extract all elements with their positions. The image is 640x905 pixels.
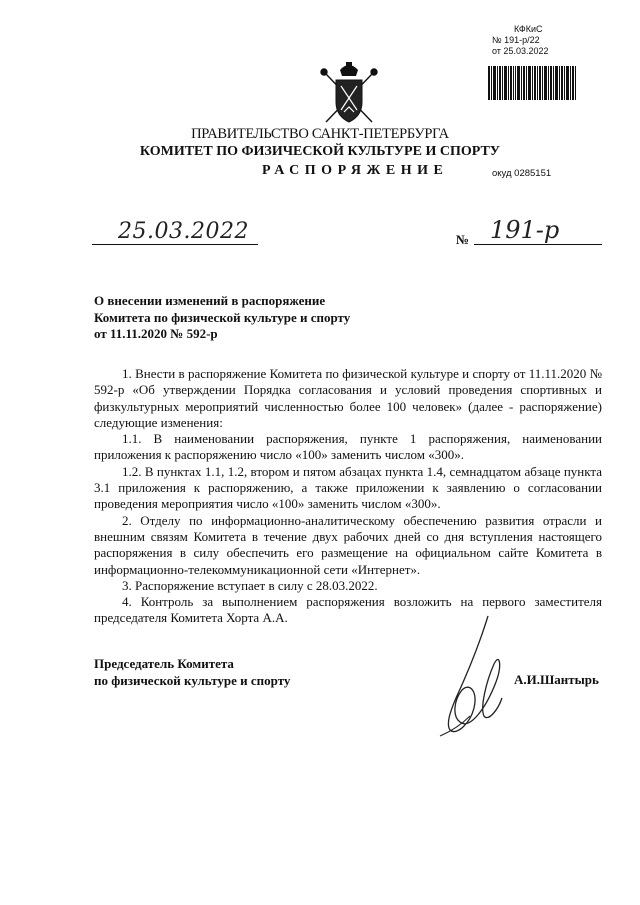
document-body (94, 366, 602, 627)
subject-line-2: Комитета по физической культуре и спорту (94, 309, 351, 325)
number-label: № (456, 232, 470, 247)
registration-stamp (492, 24, 574, 57)
paragraph-1-1: 1.1. В наименовании распоряжения, пункте 1 распоряжения, наименовании приложения к распоряжению число «100» заменить числом «300». (94, 431, 602, 463)
signatory-position-line-1: Председатель Комитета (94, 656, 234, 671)
subject-line-1: О внесении изменений в распоряжение (94, 293, 326, 308)
okud-code: окуд 0285151 (492, 168, 552, 179)
date-underline (92, 244, 258, 245)
stamp-number: № 191-р/22 (492, 35, 540, 45)
paragraph-1: 1. Внести в распоряжение Комитета по физической культуре и спорту от 11.11.2020 № 592-р «Об утверждении Порядка согласования и условий проведения спортивных и физкультурных мероприятий численностью более 100 человек» (далее - распоряжение) следующие изменения: (94, 366, 602, 430)
coat-of-arms-emblem (318, 60, 380, 130)
document-date: 25.03.2022 (118, 219, 249, 244)
signatory-position-line-2: по физической культуре и спорту (94, 673, 291, 688)
signatory-name: А.И.Шантырь (514, 672, 599, 687)
committee-title: КОМИТЕТ ПО ФИЗИЧЕСКОЙ КУЛЬТУРЕ И СПОРТУ (139, 144, 501, 159)
paragraph-3: 3. Распоряжение вступает в силу с 28.03.2022. (122, 577, 378, 593)
number-underline (474, 244, 602, 245)
stamp-org: КФКиС (514, 24, 543, 34)
stamp-date: от 25.03.2022 (492, 46, 549, 56)
paragraph-1-2: 1.2. В пунктах 1.1, 1.2, втором и пятом абзацах пункта 1.4, семнадцатом абзаце пункта 3.1 приложения к распоряжению, а также приложении к заявлению о согласовании проведения мероприятия число «100» заменить числом «300». (94, 463, 602, 512)
paragraph-4: 4. Контроль за выполнением распоряжения возложить на первого заместителя председателя Комитета Хорта А.А. (94, 594, 602, 626)
document-number: 191-р (490, 216, 560, 244)
subject-line-3: от 11.11.2020 № 592-р (94, 326, 218, 341)
handwritten-signature (410, 612, 520, 742)
paragraph-2: 2. Отделу по информационно-аналитическому обеспечению развития отрасли и внешним связям Комитета в течение двух рабочих дней со дня вступления настоящего распоряжения в силу обеспечить его размещение на официальном сайте Комитета в информационно-телекоммуникационной сети «Интернет». (94, 512, 602, 577)
government-title: ПРАВИТЕЛЬСТВО САНКТ-ПЕТЕРБУРГА (191, 126, 449, 142)
barcode-graphic (488, 66, 576, 100)
document-type-title: РАСПОРЯЖЕНИЕ (262, 163, 449, 178)
signatory-position (94, 655, 290, 689)
document-subject (94, 293, 394, 343)
